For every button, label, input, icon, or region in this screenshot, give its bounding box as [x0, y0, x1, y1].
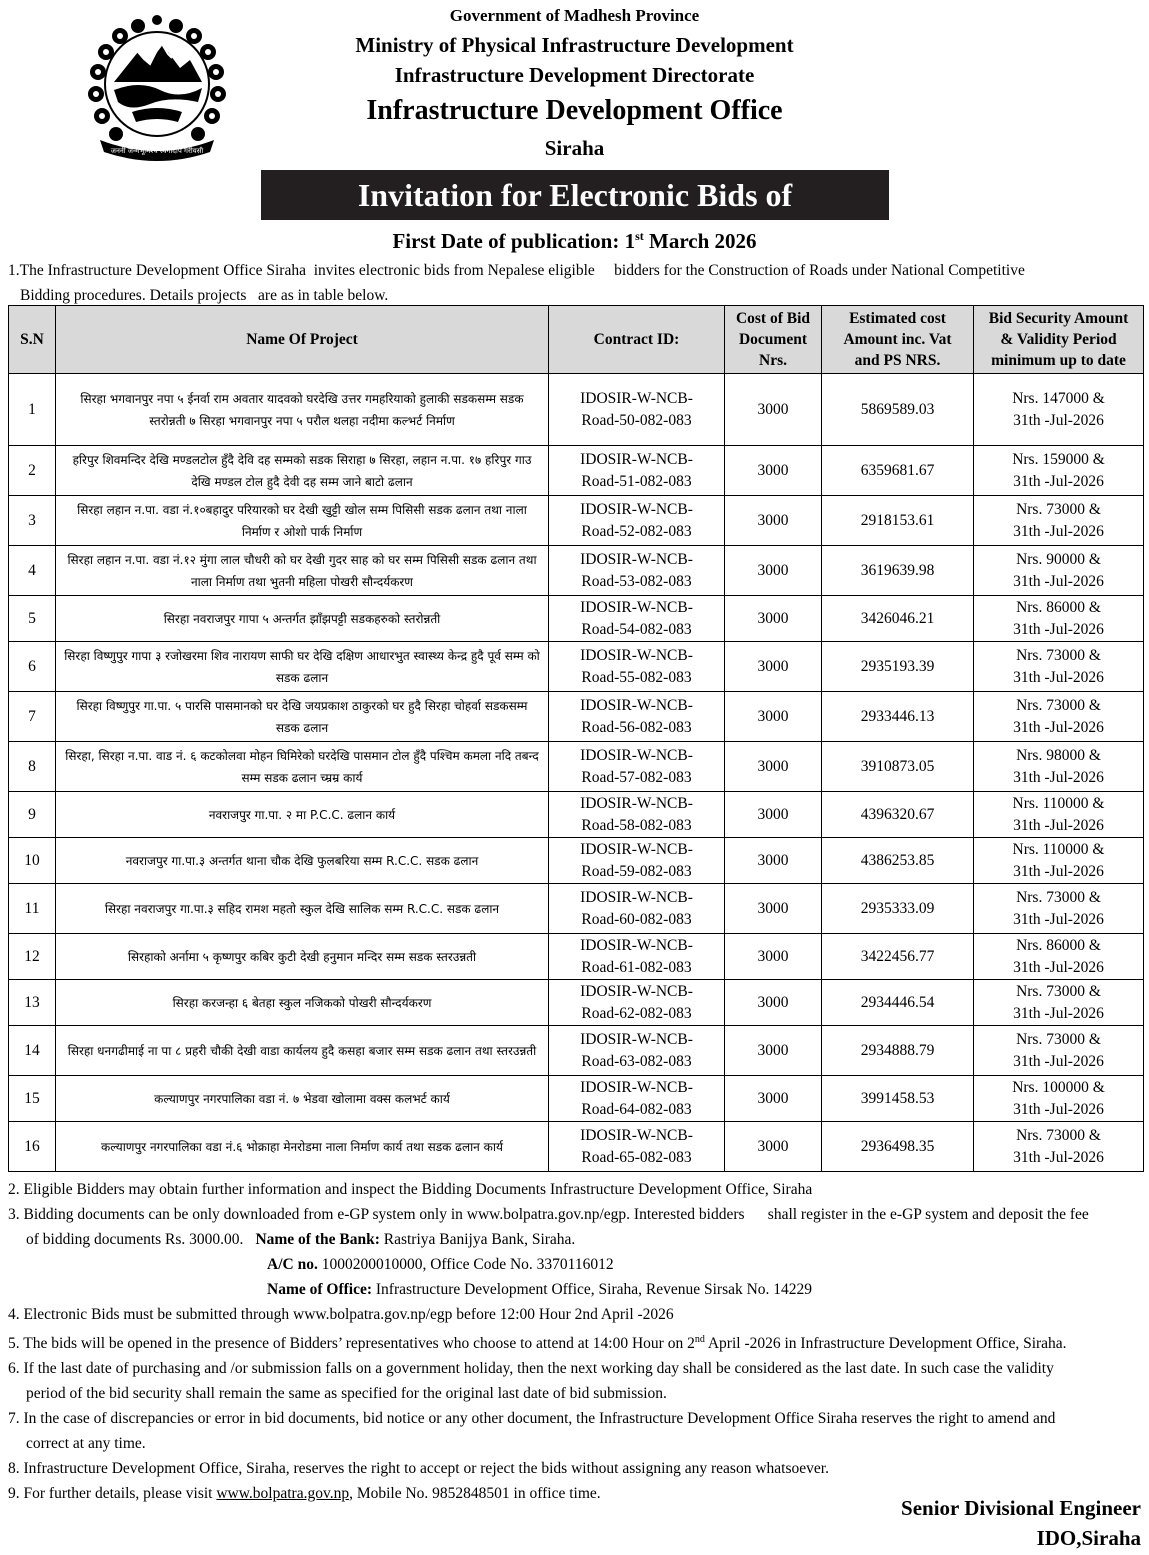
row-doc-cost: 3000	[725, 596, 822, 642]
row-sn: 16	[9, 1122, 56, 1172]
row-bid-security: Nrs. 73000 & 31th -Jul-2026	[974, 884, 1144, 934]
row-project-name: सिरहा लहान न.पा. वडा नं.१२ मुंगा लाल चौधरी को घर देखी गुदर साह को घर सम्म पिसिसी सडक ढलान तथा नाला निर्माण तथा भुतनी महिला पोखरी सौन्दर्यकरण	[56, 546, 549, 596]
row-project-name: सिरहा नवराजपुर गा.पा.३ सहिद रामश महतो स्कुल देखि सालिक सम्म R.C.C. सडक ढलान	[56, 884, 549, 934]
row-contract-id: IDOSIR-W-NCB- Road-57-082-083	[549, 742, 725, 792]
table-row	[9, 546, 1144, 596]
signatory-office: IDO,Siraha	[1036, 1526, 1141, 1550]
row-contract-id: IDOSIR-W-NCB- Road-65-082-083	[549, 1122, 725, 1172]
row-sn: 3	[9, 496, 56, 546]
row-project-name: कल्याणपुर नगरपालिका वडा नं.६ भोक्राहा मेनरोडमा नाला निर्माण कार्य तथा सडक ढलान कार्य	[56, 1122, 549, 1172]
note-8: 8. Infrastructure Development Office, Siraha, reserves the right to accept or reject the bids without assigning any reason whatsoever.	[8, 1460, 829, 1478]
row-bid-security: Nrs. 73000 & 31th -Jul-2026	[974, 980, 1144, 1026]
location-heading: Siraha	[544, 136, 605, 160]
row-project-name: हरिपुर शिवमन्दिर देखि मण्डलटोल हुँदै देवि दह सम्मको सडक सिराहा ७ सिरहा, लहान न.पा. १७ हरिपुर गाउ देखि मण्डल टोल हुदै देवी दह सम्म जाने बाटो ढलान	[56, 446, 549, 496]
row-bid-security: Nrs. 159000 & 31th -Jul-2026	[974, 446, 1144, 496]
table-row	[9, 838, 1144, 884]
row-estimated-cost: 4396320.67	[822, 792, 974, 838]
row-contract-id: IDOSIR-W-NCB- Road-58-082-083	[549, 792, 725, 838]
row-contract-id: IDOSIR-W-NCB- Road-55-082-083	[549, 642, 725, 692]
note-9: 9. For further details, please visit www.bolpatra.gov.np, Mobile No. 9852848501 in office time.	[8, 1485, 601, 1503]
row-doc-cost: 3000	[725, 546, 822, 596]
row-sn: 8	[9, 742, 56, 792]
row-estimated-cost: 2935333.09	[822, 884, 974, 934]
row-sn: 1	[9, 374, 56, 446]
row-estimated-cost: 2936498.35	[822, 1122, 974, 1172]
bids-table	[8, 305, 1144, 1172]
row-estimated-cost: 4386253.85	[822, 838, 974, 884]
header-project-name: Name Of Project	[56, 306, 549, 374]
header-sn: S.N	[9, 306, 56, 374]
table-row	[9, 1026, 1144, 1076]
row-bid-security: Nrs. 73000 & 31th -Jul-2026	[974, 1026, 1144, 1076]
row-project-name: सिरहा धनगढीमाई ना पा ८ प्रहरी चौकी देखी वाडा कार्यलय हुदै कसहा बजार सम्म सडक ढलान तथा स्तरउन्नती	[56, 1026, 549, 1076]
row-doc-cost: 3000	[725, 792, 822, 838]
publication-ordinal: st	[635, 229, 644, 243]
header-contract-id: Contract ID:	[549, 306, 725, 374]
row-contract-id: IDOSIR-W-NCB- Road-53-082-083	[549, 546, 725, 596]
intro-line-2: Bidding procedures. Details projects are as in table below.	[20, 287, 389, 304]
table-row	[9, 934, 1144, 980]
row-bid-security: Nrs. 98000 & 31th -Jul-2026	[974, 742, 1144, 792]
row-bid-security: Nrs. 147000 & 31th -Jul-2026	[974, 374, 1144, 446]
note-4: 4. Electronic Bids must be submitted through www.bolpatra.gov.np/egp before 12:00 Hour 2nd April -2026	[8, 1306, 674, 1323]
government-heading: Government of Madhesh Province	[449, 6, 700, 25]
row-contract-id: IDOSIR-W-NCB- Road-60-082-083	[549, 884, 725, 934]
row-doc-cost: 3000	[725, 1026, 822, 1076]
row-estimated-cost: 3991458.53	[822, 1076, 974, 1122]
row-bid-security: Nrs. 90000 & 31th -Jul-2026	[974, 546, 1144, 596]
row-estimated-cost: 2935193.39	[822, 642, 974, 692]
row-doc-cost: 3000	[725, 838, 822, 884]
row-sn: 6	[9, 642, 56, 692]
row-bid-security: Nrs. 100000 & 31th -Jul-2026	[974, 1076, 1144, 1122]
note-7-line-1: 7. In the case of discrepancies or error in bid documents, bid notice or any other document, the Infrastructure Development Office Siraha reserves the right to amend and	[8, 1410, 1056, 1428]
bolpatra-link[interactable]: www.bolpatra.gov.np	[216, 1485, 350, 1503]
account-line: A/C no. 1000200010000, Office Code No. 3370116012	[267, 1256, 614, 1273]
row-doc-cost: 3000	[725, 1122, 822, 1172]
row-doc-cost: 3000	[725, 374, 822, 446]
row-estimated-cost: 3910873.05	[822, 742, 974, 792]
note-7-line-2: correct at any time.	[26, 1435, 146, 1453]
note-6-line-1: 6. If the last date of purchasing and /or submission falls on a government holiday, then the next working day shall be considered as the last date. In such case the validity	[8, 1360, 1054, 1378]
row-doc-cost: 3000	[725, 642, 822, 692]
note-2: 2. Eligible Bidders may obtain further information and inspect the Bidding Documents Infrastructure Development Office, Siraha	[8, 1181, 813, 1198]
row-contract-id: IDOSIR-W-NCB- Road-61-082-083	[549, 934, 725, 980]
row-sn: 2	[9, 446, 56, 496]
row-sn: 4	[9, 546, 56, 596]
table-row	[9, 692, 1144, 742]
table-row	[9, 496, 1144, 546]
row-contract-id: IDOSIR-W-NCB- Road-64-082-083	[549, 1076, 725, 1122]
row-project-name: सिरहाको अर्नामा ५ कृष्णपुर कबिर कुटी देखी हनुमान मन्दिर सम्म सडक स्तरउन्नती	[56, 934, 549, 980]
row-sn: 12	[9, 934, 56, 980]
row-project-name: सिरहा नवराजपुर गापा ५ अन्तर्गत झाँझपट्टी सडकहरुको स्तरोन्नती	[56, 596, 549, 642]
note-5: 5. The bids will be opened in the presence of Bidders’ representatives who choose to attend at 14:00 Hour on 2nd April -2026 in Infrastructure Development Office, Siraha.	[8, 1334, 1067, 1353]
row-contract-id: IDOSIR-W-NCB- Road-54-082-083	[549, 596, 725, 642]
header-bid-security: Bid Security Amount & Validity Period minimum up to date	[974, 306, 1144, 374]
row-project-name: नवराजपुर गा.पा. २ मा P.C.C. ढलान कार्य	[56, 792, 549, 838]
row-estimated-cost: 5869589.03	[822, 374, 974, 446]
ministry-heading: Ministry of Physical Infrastructure Development	[355, 33, 794, 57]
row-contract-id: IDOSIR-W-NCB- Road-59-082-083	[549, 838, 725, 884]
row-contract-id: IDOSIR-W-NCB- Road-50-082-083	[549, 374, 725, 446]
row-doc-cost: 3000	[725, 446, 822, 496]
row-project-name: कल्याणपुर नगरपालिका वडा नं. ७ भेडवा खोलामा वक्स कलभर्ट कार्य	[56, 1076, 549, 1122]
table-row	[9, 446, 1144, 496]
row-project-name: सिरहा भगवानपुर नपा ५ ईनर्वा राम अवतार यादवको घरदेखि उत्तर गमहरियाको हुलाकी सडकसम्म सडक स्तरोन्नती ७ सिरहा भगवानपुर नपा ५ परौल थलहा नदीमा कल्भर्ट निर्माण	[56, 374, 549, 446]
row-bid-security: Nrs. 73000 & 31th -Jul-2026	[974, 496, 1144, 546]
row-project-name: सिरहा, सिरहा न.पा. वाड नं. ६ कटकोलवा मोहन घिमिरेको घरदेखि पासमान टोल हुँदै पश्चिम कमला नदि तबन्द सम्म सडक ढलान च्म्रम्र कार्य	[56, 742, 549, 792]
office-line: Name of Office: Infrastructure Development Office, Siraha, Revenue Sirsak No. 14229	[267, 1281, 813, 1298]
row-bid-security: Nrs. 73000 & 31th -Jul-2026	[974, 642, 1144, 692]
table-header-row	[9, 306, 1144, 374]
publication-label: First Date of publication: 1	[392, 229, 636, 253]
row-estimated-cost: 2934888.79	[822, 1026, 974, 1076]
publication-month: March 2026	[643, 229, 757, 253]
row-sn: 13	[9, 980, 56, 1026]
row-doc-cost: 3000	[725, 742, 822, 792]
table-row	[9, 374, 1144, 446]
table-row	[9, 1122, 1144, 1172]
table-row	[9, 742, 1144, 792]
publication-date	[0, 229, 1149, 254]
row-estimated-cost: 2933446.13	[822, 692, 974, 742]
row-doc-cost: 3000	[725, 1076, 822, 1122]
row-sn: 11	[9, 884, 56, 934]
directorate-heading: Infrastructure Development Directorate	[394, 63, 755, 87]
intro-paragraph	[8, 258, 1142, 308]
emblem-motto: जननी जन्मभूमिश्च स्वर्गादपि गरीयसी	[110, 147, 204, 155]
row-bid-security: Nrs. 110000 & 31th -Jul-2026	[974, 792, 1144, 838]
table-row	[9, 980, 1144, 1026]
row-project-name: सिरहा करजन्हा ६ बेतहा स्कुल नजिकको पोखरी सौन्दर्यकरण	[56, 980, 549, 1026]
table-row	[9, 792, 1144, 838]
row-sn: 7	[9, 692, 56, 742]
notice-title-banner: Invitation for Electronic Bids of	[261, 170, 889, 220]
row-project-name: सिरहा विष्णुपुर गापा ३ रजोखरमा शिव नारायण साफी घर देखि दक्षिण आधारभुत स्वास्थ्य केन्द्र हुदै पूर्व सम्म को सडक ढलान	[56, 642, 549, 692]
row-contract-id: IDOSIR-W-NCB- Road-63-082-083	[549, 1026, 725, 1076]
row-project-name: सिरहा लहान न.पा. वडा नं.१०बहादुर परियारको घर देखी खुट्टी खोल सम्म पिसिसी सडक ढलान तथा नाला निर्माण र ओशो पार्क निर्माण	[56, 496, 549, 546]
row-doc-cost: 3000	[725, 980, 822, 1026]
row-sn: 9	[9, 792, 56, 838]
row-doc-cost: 3000	[725, 496, 822, 546]
table-row	[9, 596, 1144, 642]
row-contract-id: IDOSIR-W-NCB- Road-62-082-083	[549, 980, 725, 1026]
row-contract-id: IDOSIR-W-NCB- Road-52-082-083	[549, 496, 725, 546]
bank-label: Name of the Bank:	[255, 1231, 380, 1248]
row-sn: 10	[9, 838, 56, 884]
notes-section	[8, 1177, 1143, 1506]
table-row	[9, 884, 1144, 934]
intro-line-1: 1.The Infrastructure Development Office Siraha invites electronic bids from Nepalese eligible bidders for the Construction of Roads under National Competitive	[8, 262, 1025, 279]
note-3-line-2: of bidding documents Rs. 3000.00. Name of the Bank: Rastriya Banijya Bank, Siraha.	[26, 1231, 576, 1248]
header-estimated-cost: Estimated cost Amount inc. Vat and PS NRS.	[822, 306, 974, 374]
row-estimated-cost: 2918153.61	[822, 496, 974, 546]
table-row	[9, 642, 1144, 692]
row-contract-id: IDOSIR-W-NCB- Road-51-082-083	[549, 446, 725, 496]
row-estimated-cost: 6359681.67	[822, 446, 974, 496]
row-estimated-cost: 3422456.77	[822, 934, 974, 980]
row-estimated-cost: 3619639.98	[822, 546, 974, 596]
office-heading: Infrastructure Development Office	[366, 95, 783, 126]
row-sn: 15	[9, 1076, 56, 1122]
bank-value: Rastriya Banijya Bank, Siraha.	[379, 1231, 576, 1248]
row-sn: 14	[9, 1026, 56, 1076]
row-bid-security: Nrs. 86000 & 31th -Jul-2026	[974, 934, 1144, 980]
row-sn: 5	[9, 596, 56, 642]
row-bid-security: Nrs. 73000 & 31th -Jul-2026	[974, 1122, 1144, 1172]
table-row	[9, 1076, 1144, 1122]
row-bid-security: Nrs. 110000 & 31th -Jul-2026	[974, 838, 1144, 884]
row-project-name: सिरहा विष्णुपुर गा.पा. ५ पारसि पासमानको घर देखि जयप्रकाश ठाकुरको घर हुदै सिरहा चोहर्वा सडकसम्म सडक ढलान	[56, 692, 549, 742]
row-doc-cost: 3000	[725, 934, 822, 980]
signatory-title: Senior Divisional Engineer	[901, 1496, 1141, 1520]
note-6-line-2: period of the bid security shall remain the same as specified for the original last date of bid submission.	[26, 1385, 667, 1403]
row-contract-id: IDOSIR-W-NCB- Road-56-082-083	[549, 692, 725, 742]
row-project-name: नवराजपुर गा.पा.३ अन्तर्गत थाना चौक देखि फुलबरिया सम्म R.C.C. सडक ढलान	[56, 838, 549, 884]
note-3-line-1: 3. Bidding documents can be only downloaded from e-GP system only in www.bolpatra.gov.np/egp. Interested bidders shall register in the e-GP system and deposit the fee	[8, 1206, 1089, 1223]
row-doc-cost: 3000	[725, 692, 822, 742]
row-bid-security: Nrs. 86000 & 31th -Jul-2026	[974, 596, 1144, 642]
header-bid-doc-cost: Cost of Bid Document Nrs.	[725, 306, 822, 374]
row-estimated-cost: 3426046.21	[822, 596, 974, 642]
row-bid-security: Nrs. 73000 & 31th -Jul-2026	[974, 692, 1144, 742]
row-estimated-cost: 2934446.54	[822, 980, 974, 1026]
row-doc-cost: 3000	[725, 884, 822, 934]
